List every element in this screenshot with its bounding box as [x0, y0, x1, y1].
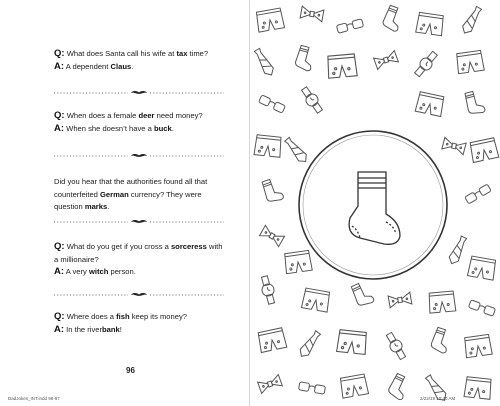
tie-icon [253, 47, 276, 77]
boxers-icon [428, 291, 456, 313]
joke-2 [54, 110, 224, 135]
watch-icon [384, 331, 408, 361]
glasses-icon [299, 382, 326, 394]
bow-tie-icon [388, 292, 412, 308]
glasses-icon [336, 19, 363, 33]
boxers-icon [415, 92, 445, 117]
watch-icon [412, 49, 439, 78]
sock-icon [381, 5, 404, 32]
mustache-icon [131, 91, 147, 94]
joke-5 [54, 311, 224, 336]
answer-line: A: A very witch person. [54, 266, 136, 277]
answer-line: A: In the riverbank! [54, 323, 122, 335]
sock-icon [294, 45, 316, 71]
question-line: Q: What do you get if you cross a sorceress with [54, 241, 223, 252]
right-page-illustration [250, 0, 500, 406]
boxers-icon [464, 377, 492, 400]
joke-line: Did you hear that the authorities found all that [54, 177, 208, 186]
bow-tie-icon [374, 51, 399, 70]
joke-4 [54, 241, 224, 279]
answer-line: A: When she doesn’t have a buck. [54, 122, 174, 134]
center-medallion [299, 131, 447, 279]
joke-3 [54, 176, 224, 214]
bow-tie-icon [300, 6, 324, 22]
answer-line: A: A dependent Claus. [54, 60, 134, 72]
joke-line: counterfeited German currency? They were [54, 189, 202, 199]
watch-icon [299, 85, 325, 115]
joke-1 [54, 48, 224, 73]
question-line: Q: When does a female deer need money? [54, 110, 203, 121]
mustache-icon [131, 293, 147, 296]
dotted-divider [54, 152, 224, 160]
glasses-icon [468, 300, 495, 316]
sock-icon [350, 280, 375, 308]
boxers-icon [469, 138, 499, 163]
joke-line: question marks. [54, 202, 110, 211]
boxers-icon [284, 250, 313, 273]
boxers-icon [416, 12, 445, 35]
print-slug-file: DadJokes_INT.indd 96-97 [8, 396, 60, 401]
dotted-divider [54, 218, 224, 226]
sock-icon [430, 327, 453, 354]
dotted-divider [54, 89, 224, 97]
boxers-icon [327, 54, 357, 78]
mustache-icon [131, 220, 147, 223]
tie-icon [283, 136, 309, 165]
bow-tie-icon [258, 375, 283, 394]
page-number: 96 [126, 366, 135, 375]
tie-icon [447, 235, 468, 266]
bow-tie-icon [259, 225, 284, 246]
boxers-icon [467, 256, 496, 280]
boxers-icon [337, 330, 368, 355]
question-line-2: a millionaire? [54, 254, 99, 264]
print-slug-date: 2/22/19 10:40 AM [420, 396, 456, 401]
glasses-icon [259, 95, 286, 113]
watch-icon [259, 275, 278, 305]
question-line: Q: What does Santa call his wife at tax time? [54, 48, 209, 59]
dotted-divider [54, 291, 224, 299]
clothing-pattern [250, 0, 500, 406]
sock-icon [464, 90, 486, 116]
boxers-icon [254, 135, 282, 158]
question-line: Q: Where does a fish keep its money? [54, 311, 187, 322]
tie-icon [460, 5, 483, 35]
glasses-icon [465, 184, 492, 204]
tie-icon [297, 330, 322, 359]
sock-icon [261, 177, 284, 204]
sock-icon [387, 373, 412, 401]
boxers-icon [257, 328, 287, 353]
boxers-icon [464, 334, 493, 357]
boxers-icon [255, 8, 284, 32]
boxers-icon [456, 50, 485, 73]
bow-tie-icon [442, 137, 466, 154]
boxers-icon [301, 288, 330, 312]
boxers-icon [339, 374, 368, 398]
mustache-icon [131, 154, 147, 157]
